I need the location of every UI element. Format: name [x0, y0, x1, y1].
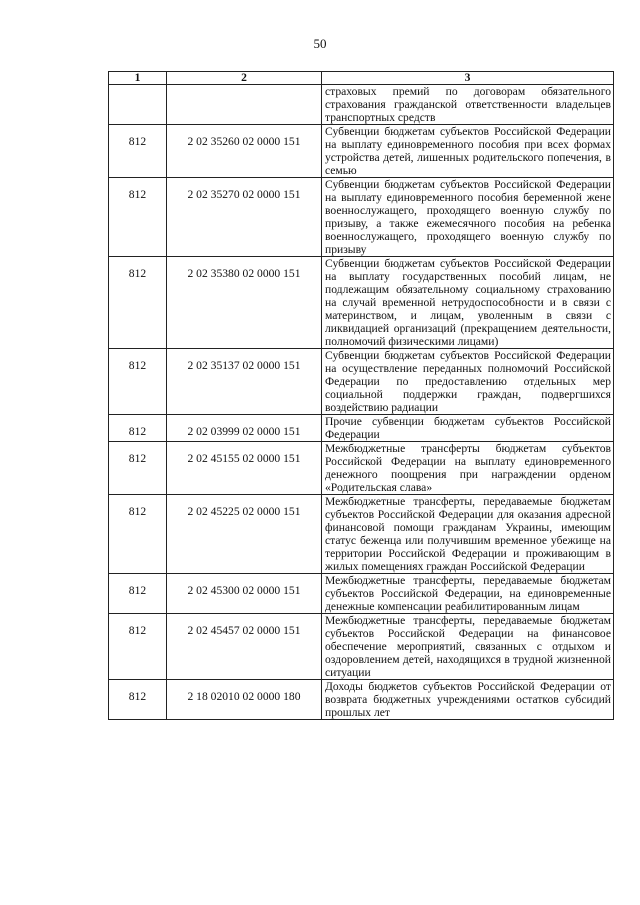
budget-class-code-cell: 2 02 45225 02 0000 151: [167, 495, 322, 574]
budget-class-code-cell: 2 02 45300 02 0000 151: [167, 574, 322, 614]
table-row: [109, 415, 614, 442]
revenue-description-cell: Межбюджетные трансферты бюджетам субъектов Российской Федерации на выплату единовременного денежного поощрения при награждении орденом «Родительская слава»: [322, 442, 614, 495]
admin-code-cell: 812: [109, 495, 167, 574]
admin-code-cell: 812: [109, 125, 167, 178]
header-col-1: 1: [109, 72, 167, 85]
table-row: [109, 257, 614, 349]
budget-class-code-cell: 2 02 35380 02 0000 151: [167, 257, 322, 349]
admin-code-cell: [109, 85, 167, 125]
admin-code-cell: 812: [109, 257, 167, 349]
admin-code-cell: 812: [109, 442, 167, 495]
revenue-description-cell: Межбюджетные трансферты, передаваемые бюджетам субъектов Российской Федерации для оказания адресной финансовой помощи гражданам Украины, имеющим статус беженца или получившим временное убежище на территории Российской Федерации и проживающим в жилых помещениях граждан Российской Федерации: [322, 495, 614, 574]
revenue-description-cell: Субвенции бюджетам субъектов Российской Федерации на выплату единовременного пособия при всех формах устройства детей, лишенных родительского попечения, в семью: [322, 125, 614, 178]
admin-code-cell: 812: [109, 349, 167, 415]
budget-class-code-cell: [167, 85, 322, 125]
budget-class-code-cell: 2 02 45457 02 0000 151: [167, 614, 322, 680]
budget-class-code-cell: 2 02 35137 02 0000 151: [167, 349, 322, 415]
table-row: [109, 178, 614, 257]
table-row: [109, 495, 614, 574]
revenue-description-cell: Субвенции бюджетам субъектов Российской Федерации на осуществление переданных полномочий Российской Федерации по предоставлению отдельных мер социальной поддержки граждан, подвергшихся воздействию радиации: [322, 349, 614, 415]
revenue-description-cell: страховых премий по договорам обязательного страхования гражданской ответственности владельцев транспортных средств: [322, 85, 614, 125]
budget-class-code-cell: 2 18 02010 02 0000 180: [167, 680, 322, 720]
revenue-description-cell: Межбюджетные трансферты, передаваемые бюджетам субъектов Российской Федерации на финансовое обеспечение мероприятий, связанных с отдыхом и оздоровлением детей, находящихся в трудной жизненной ситуации: [322, 614, 614, 680]
header-col-3: 3: [322, 72, 614, 85]
revenue-description-cell: Прочие субвенции бюджетам субъектов Российской Федерации: [322, 415, 614, 442]
header-col-2: 2: [167, 72, 322, 85]
table-row: [109, 614, 614, 680]
table-row: [109, 85, 614, 125]
revenue-description-cell: Субвенции бюджетам субъектов Российской Федерации на выплату государственных пособий лицам, не подлежащим обязательному социальному страхованию на случай временной нетрудоспособности и в связи с материнством, и лицам, уволенным в связи с ликвидацией организаций (прекращением деятельности, полномочий физическими лицами): [322, 257, 614, 349]
revenue-description-cell: Межбюджетные трансферты, передаваемые бюджетам субъектов Российской Федерации, на единовременные денежные компенсации реабилитированным лицам: [322, 574, 614, 614]
table-row: [109, 349, 614, 415]
admin-code-cell: 812: [109, 574, 167, 614]
page-number: 50: [313, 36, 327, 51]
budget-class-code-cell: 2 02 45155 02 0000 151: [167, 442, 322, 495]
budget-class-code-cell: 2 02 35270 02 0000 151: [167, 178, 322, 257]
budget-class-code-cell: 2 02 35260 02 0000 151: [167, 125, 322, 178]
revenue-description-cell: Доходы бюджетов субъектов Российской Федерации от возврата бюджетных учреждениями остатков субсидий прошлых лет: [322, 680, 614, 720]
table-row: [109, 442, 614, 495]
revenue-codes-table: [108, 71, 614, 720]
budget-class-code-cell: 2 02 03999 02 0000 151: [167, 415, 322, 442]
table-row: [109, 574, 614, 614]
admin-code-cell: 812: [109, 614, 167, 680]
admin-code-cell: 812: [109, 178, 167, 257]
table-header-row: [109, 72, 614, 85]
table-row: [109, 125, 614, 178]
revenue-description-cell: Субвенции бюджетам субъектов Российской Федерации на выплату единовременного пособия беременной жене военнослужащего, проходящего военную службу по призыву, а также ежемесячного пособия на ребенка военнослужащего, проходящего военную службу по призыву: [322, 178, 614, 257]
table-row: [109, 680, 614, 720]
admin-code-cell: 812: [109, 680, 167, 720]
admin-code-cell: 812: [109, 415, 167, 442]
